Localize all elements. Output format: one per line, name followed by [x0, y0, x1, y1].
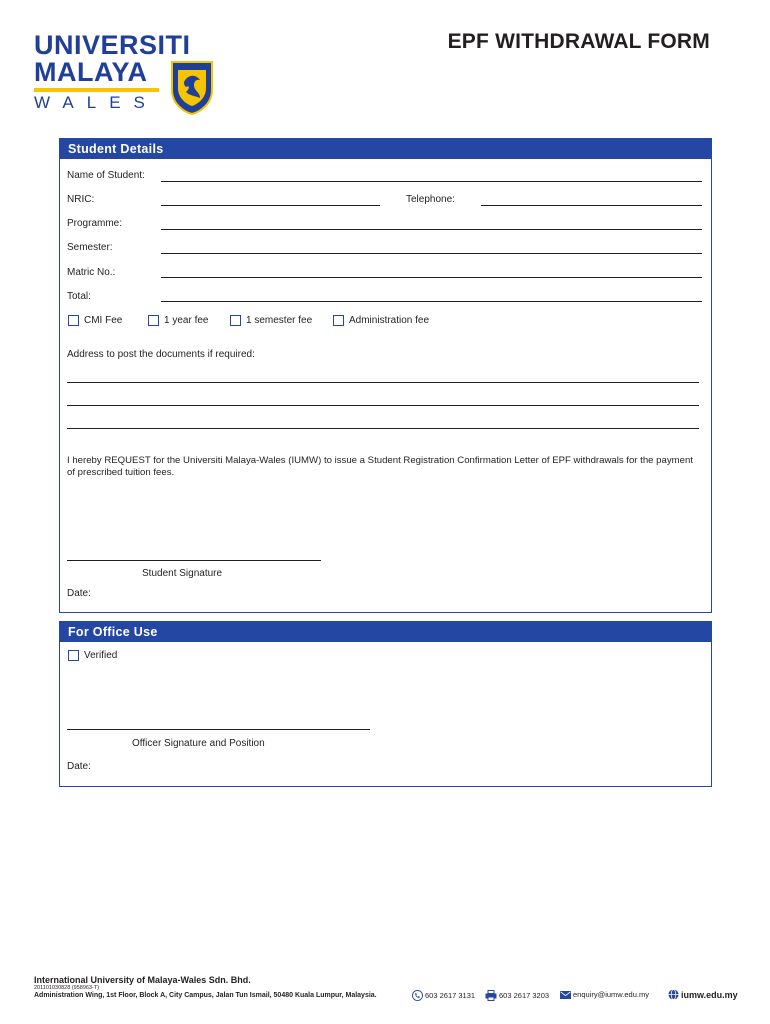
telephone-label: Telephone: [406, 194, 455, 205]
request-statement: I hereby REQUEST for the Universiti Malaya-Wales (IUMW) to issue a Student Registration Confirmation Letter of EPF withdrawals for the payment of prescribed tuition fees. [67, 455, 693, 478]
verified-label: Verified [84, 650, 118, 661]
footer-email-address[interactable]: enquiry@iumw.edu.my [573, 990, 649, 999]
cmi-fee-checkbox[interactable] [68, 315, 79, 326]
footer-address: Administration Wing, 1st Floor, Block A, City Campus, Jalan Tun Ismail, 50480 Kuala Lumpur, Malaysia. [34, 992, 377, 999]
footer-company-name: International University of Malaya-Wales Sdn. Bhd. [34, 975, 251, 985]
semester-field[interactable] [161, 253, 702, 254]
name-of-student-field[interactable] [161, 181, 702, 182]
address-line-3[interactable] [67, 428, 699, 429]
matric-no-field[interactable] [161, 277, 702, 278]
total-field[interactable] [161, 301, 702, 302]
name-of-student-label: Name of Student: [67, 170, 145, 181]
form-title: EPF WITHDRAWAL FORM [447, 30, 710, 53]
one-semester-fee-label: 1 semester fee [246, 315, 313, 326]
logo-text-wales: WALES [34, 93, 158, 112]
fax-icon [485, 990, 497, 1001]
footer-fax [485, 990, 549, 1001]
logo-text-malaya: MALAYA [34, 57, 148, 87]
verified-checkbox[interactable] [68, 650, 79, 661]
one-year-fee-label: 1 year fee [164, 315, 209, 326]
officer-signature-label: Officer Signature and Position [132, 738, 265, 749]
telephone-field[interactable] [481, 205, 702, 206]
administration-fee-label: Administration fee [349, 315, 430, 326]
nric-field[interactable] [161, 205, 380, 206]
address-label: Address to post the documents if required: [67, 349, 255, 360]
student-details-section [59, 138, 712, 613]
crest-icon [170, 60, 214, 115]
total-label: Total: [67, 291, 91, 302]
footer-email [560, 990, 649, 999]
envelope-icon [560, 991, 571, 999]
programme-field[interactable] [161, 229, 702, 230]
student-details-heading: Student Details [60, 139, 711, 159]
officer-signature-line[interactable] [67, 729, 370, 730]
footer-phone [412, 990, 475, 1001]
administration-fee-checkbox[interactable] [333, 315, 344, 326]
footer-registration-number: 201101030828 (958963-T) [34, 985, 100, 991]
student-signature-label: Student Signature [142, 568, 223, 579]
office-date-label: Date: [67, 761, 91, 772]
one-semester-fee-checkbox[interactable] [230, 315, 241, 326]
one-year-fee-checkbox[interactable] [148, 315, 159, 326]
office-use-section [59, 621, 712, 787]
phone-icon [412, 990, 423, 1001]
cmi-fee-label: CMI Fee [84, 315, 123, 326]
student-signature-line[interactable] [67, 560, 321, 561]
globe-icon [668, 989, 679, 1000]
office-use-heading: For Office Use [60, 622, 711, 642]
footer-fax-number: 603 2617 3203 [499, 991, 550, 1000]
nric-label: NRIC: [67, 194, 95, 205]
student-date-label: Date: [67, 588, 91, 599]
programme-label: Programme: [67, 218, 123, 229]
footer-phone-number: 603 2617 3131 [425, 991, 476, 1000]
logo-yellow-bar [34, 88, 159, 92]
address-line-1[interactable] [67, 382, 699, 383]
footer-website-url[interactable]: iumw.edu.my [681, 989, 738, 1000]
university-logo [34, 30, 224, 115]
logo-text-universiti: UNIVERSITI [34, 30, 191, 60]
semester-label: Semester: [67, 242, 113, 253]
address-line-2[interactable] [67, 405, 699, 406]
matric-no-label: Matric No.: [67, 267, 116, 278]
footer-website [668, 989, 738, 1000]
